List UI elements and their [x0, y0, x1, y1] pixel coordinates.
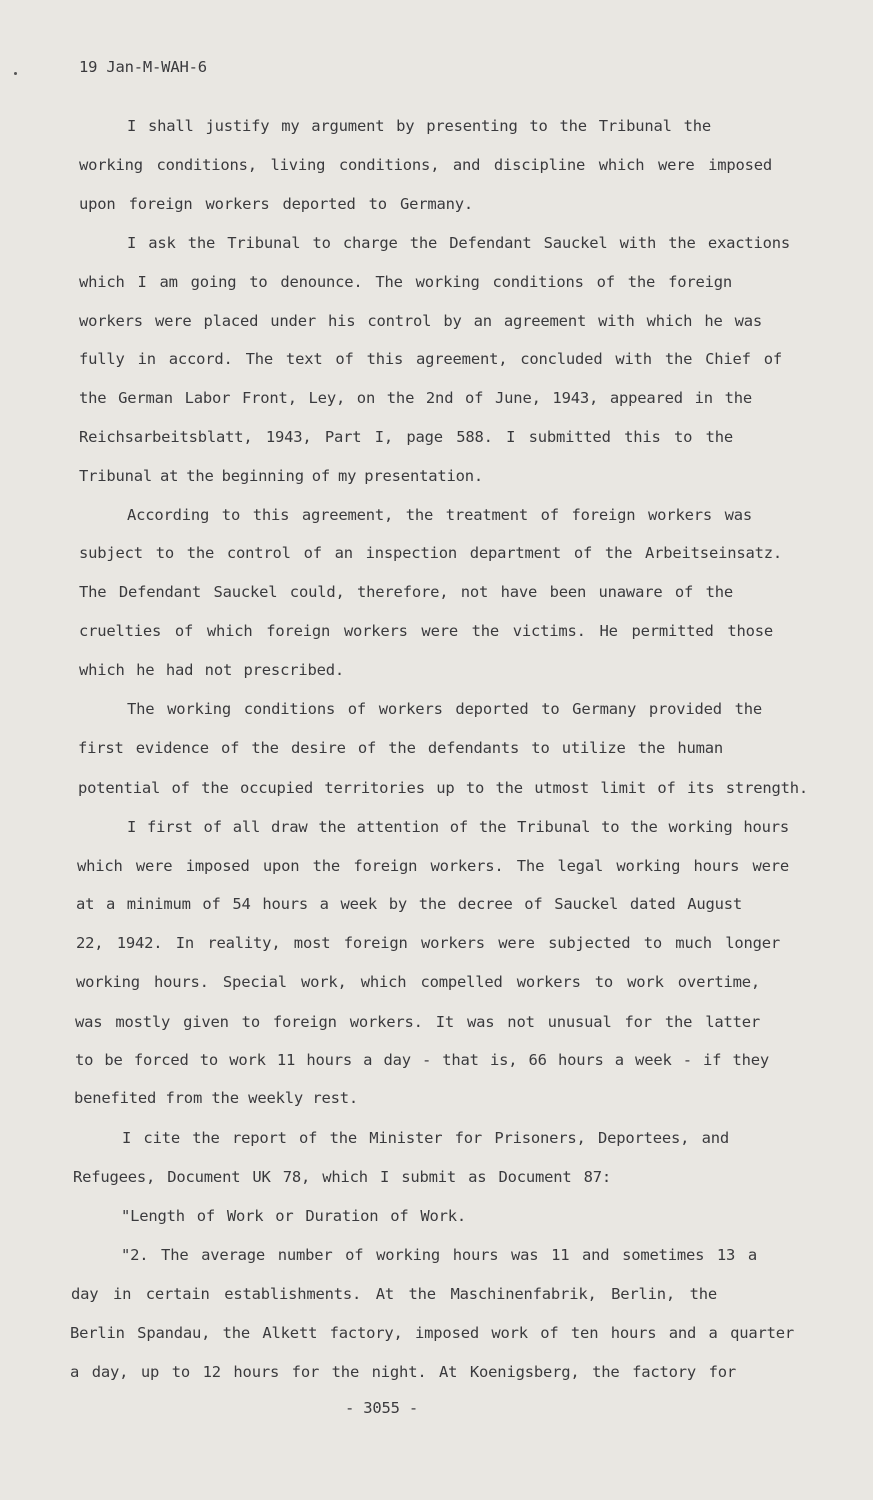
text-line: Berlin Spandau, the Alkett factory, imposed work of ten hours and a quarter — [70, 1324, 794, 1342]
text-line: potential of the occupied territories up to the utmost limit of its strength. — [78, 779, 808, 797]
text-line: was mostly given to foreign workers. It was not unusual for the latter — [75, 1013, 760, 1031]
text-line: I ask the Tribunal to charge the Defendant Sauckel with the exactions — [127, 234, 790, 252]
text-line: first evidence of the desire of the defendants to utilize the human — [78, 739, 723, 757]
text-line: Tribunal at the beginning of my presentation. — [79, 467, 483, 485]
text-line: I cite the report of the Minister for Prisoners, Deportees, and — [122, 1129, 729, 1147]
margin-mark — [14, 72, 17, 75]
text-line: upon foreign workers deported to Germany. — [79, 195, 473, 213]
text-line: "2. The average number of working hours was 11 and sometimes 13 a — [121, 1246, 757, 1264]
text-line: benefited from the weekly rest. — [74, 1089, 358, 1107]
text-line: I first of all draw the attention of the Tribunal to the working hours — [127, 818, 789, 836]
text-line: 22, 1942. In reality, most foreign workers were subjected to much longer — [76, 934, 780, 952]
page-number: - 3055 - — [345, 1399, 419, 1417]
text-line: the German Labor Front, Ley, on the 2nd of June, 1943, appeared in the — [79, 389, 752, 407]
text-line: workers were placed under his control by an agreement with which he was — [79, 312, 762, 330]
text-line: which he had not prescribed. — [79, 661, 344, 679]
text-line: According to this agreement, the treatment of foreign workers was — [127, 506, 752, 524]
document-header: 19 Jan-M-WAH-6 — [79, 58, 207, 76]
text-line: Refugees, Document UK 78, which I submit as Document 87: — [73, 1168, 611, 1186]
text-line: subject to the control of an inspection department of the Arbeitseinsatz. — [79, 544, 782, 562]
text-line: a day, up to 12 hours for the night. At Koenigsberg, the factory for — [70, 1363, 736, 1381]
text-line: day in certain establishments. At the Maschinenfabrik, Berlin, the — [71, 1285, 717, 1303]
text-line: "Length of Work or Duration of Work. — [121, 1207, 466, 1225]
text-line: I shall justify my argument by presenting to the Tribunal the — [127, 117, 711, 135]
text-line: The working conditions of workers deported to Germany provided the — [127, 700, 762, 718]
text-line: The Defendant Sauckel could, therefore, not have been unaware of the — [79, 583, 733, 601]
text-line: fully in accord. The text of this agreement, concluded with the Chief of — [79, 350, 782, 368]
text-line: cruelties of which foreign workers were the victims. He permitted those — [79, 622, 773, 640]
text-line: to be forced to work 11 hours a day - that is, 66 hours a week - if they — [75, 1051, 769, 1069]
text-line: working conditions, living conditions, and discipline which were imposed — [79, 156, 772, 174]
text-line: which were imposed upon the foreign workers. The legal working hours were — [77, 857, 789, 875]
text-line: which I am going to denounce. The working conditions of the foreign — [79, 273, 732, 291]
text-line: working hours. Special work, which compelled workers to work overtime, — [76, 973, 760, 991]
text-line: at a minimum of 54 hours a week by the decree of Sauckel dated August — [76, 895, 742, 913]
text-line: Reichsarbeitsblatt, 1943, Part I, page 588. I submitted this to the — [79, 428, 733, 446]
